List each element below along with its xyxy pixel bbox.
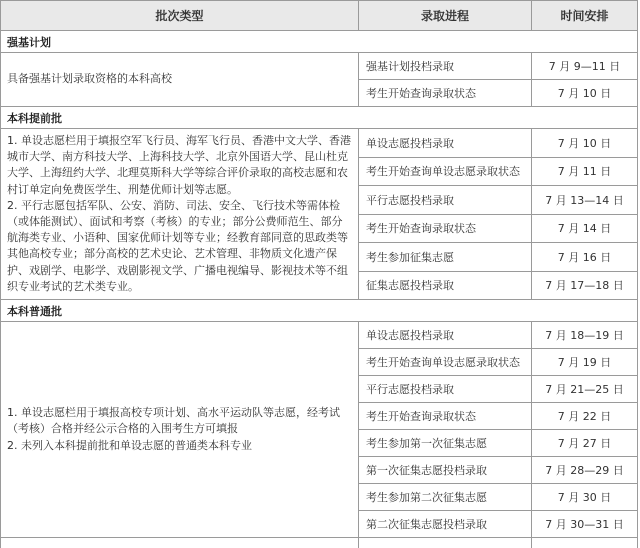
header-row xyxy=(1,1,638,31)
progress-step: 考生参加第二次征集志愿 xyxy=(359,484,532,511)
progress-step: 考生开始查询录取状态 xyxy=(359,214,532,243)
section-title: 本科普通批 xyxy=(1,300,638,322)
schedule-time: 7 月 10 日 xyxy=(532,129,638,158)
progress-step: 第一次征集志愿投档录取 xyxy=(359,457,532,484)
section-header-early-batch xyxy=(1,107,638,129)
progress-step: 考生参加第一次征集志愿 xyxy=(359,430,532,457)
condition-text: 具备强基计划录取资格的本科高校 xyxy=(7,72,172,86)
progress-step: 单设志愿投档录取 xyxy=(359,322,532,349)
section-conditions xyxy=(1,129,359,300)
condition-text: 2. 平行志愿包括军队、公安、消防、司法、安全、飞行技术等需体检（或体能测试）、面试和考察（考核）的专业；部分公费师范生、部分航海类专业、小语种、国家优师计划等专业；经教育部同意的思政类等其他高校专业；部分高校的艺术史论、艺术管理、非物质文化遗产保护、戏剧学、电影学、戏剧影视文学、广播电视编导、影视技术等不组织专业考试的艺术类专业。 xyxy=(7,198,348,293)
schedule-time: 7 月 18—19 日 xyxy=(532,322,638,349)
schedule-time: 7 月 10 日 xyxy=(532,80,638,107)
progress-step: 单设志愿投档录取 xyxy=(359,129,532,158)
schedule-time: 7 月 30—31 日 xyxy=(532,511,638,538)
schedule-time: 7 月 30 日 xyxy=(532,484,638,511)
schedule-time: 7 月 27 日 xyxy=(532,430,638,457)
section-title: 本科提前批 xyxy=(1,107,638,129)
schedule-time: 7 月 21—25 日 xyxy=(532,376,638,403)
section-header-regular-batch xyxy=(1,300,638,322)
progress-step: 考生开始查询单设志愿录取状态 xyxy=(359,349,532,376)
header-progress: 录取进程 xyxy=(359,1,532,31)
progress-step: 平行志愿投档录取 xyxy=(359,376,532,403)
progress-step: 强基计划投档录取 xyxy=(359,53,532,80)
progress-step: 考生开始查询录取状态 xyxy=(359,403,532,430)
progress-step: 第二次征集志愿投档录取 xyxy=(359,511,532,538)
schedule-time: 7 月 13—14 日 xyxy=(532,186,638,215)
section-conditions xyxy=(1,53,359,107)
header-batch-type: 批次类型 xyxy=(1,1,359,31)
condition-text: 1. 单设志愿栏用于填报高校专项计划、高水平运动队等志愿，经考试（考核）合格并经公示合格的入围考生方可填报 xyxy=(7,406,340,436)
condition-text: 2. 未列入本科提前批和单设志愿的普通类本科专业 xyxy=(7,438,252,452)
schedule-time: 7 月 22 日 xyxy=(532,403,638,430)
schedule-time: 7 月 28—29 日 xyxy=(532,457,638,484)
progress-step: 考生开始查询录取状态 xyxy=(359,80,532,107)
schedule-time: 7 月 17—18 日 xyxy=(532,271,638,300)
schedule-time: 7 月 16 日 xyxy=(532,243,638,272)
table-row xyxy=(1,53,638,80)
progress-step: 考生开始查询单设志愿录取状态 xyxy=(359,157,532,186)
table-row xyxy=(1,322,638,349)
schedule-time: 7 月 19 日 xyxy=(532,349,638,376)
schedule-time: 7 月 9—11 日 xyxy=(532,53,638,80)
schedule-time: 7 月 14 日 xyxy=(532,214,638,243)
condition-text: 1. 单设志愿栏用于填报空军飞行员、海军飞行员、香港中文大学、香港城市大学、南方科技大学、上海科技大学、北京外国语大学、昆山杜克大学、上海纽约大学、北理莫斯科大学等综合评价录取的高校志愿和农村订单定向免费医学生、刑楚优师计划等志愿。 xyxy=(7,134,351,196)
schedule-time: 7 月 11 日 xyxy=(532,157,638,186)
header-time: 时间安排 xyxy=(532,1,638,31)
section-title: 强基计划 xyxy=(1,31,638,53)
progress-step: 平行志愿投档录取 xyxy=(359,186,532,215)
section-header-qiangji xyxy=(1,31,638,53)
progress-step: 征集志愿投档录取 xyxy=(359,271,532,300)
table-row-cut xyxy=(1,538,638,548)
progress-step: 考生参加征集志愿 xyxy=(359,243,532,272)
section-conditions xyxy=(1,322,359,538)
table-row xyxy=(1,129,638,158)
